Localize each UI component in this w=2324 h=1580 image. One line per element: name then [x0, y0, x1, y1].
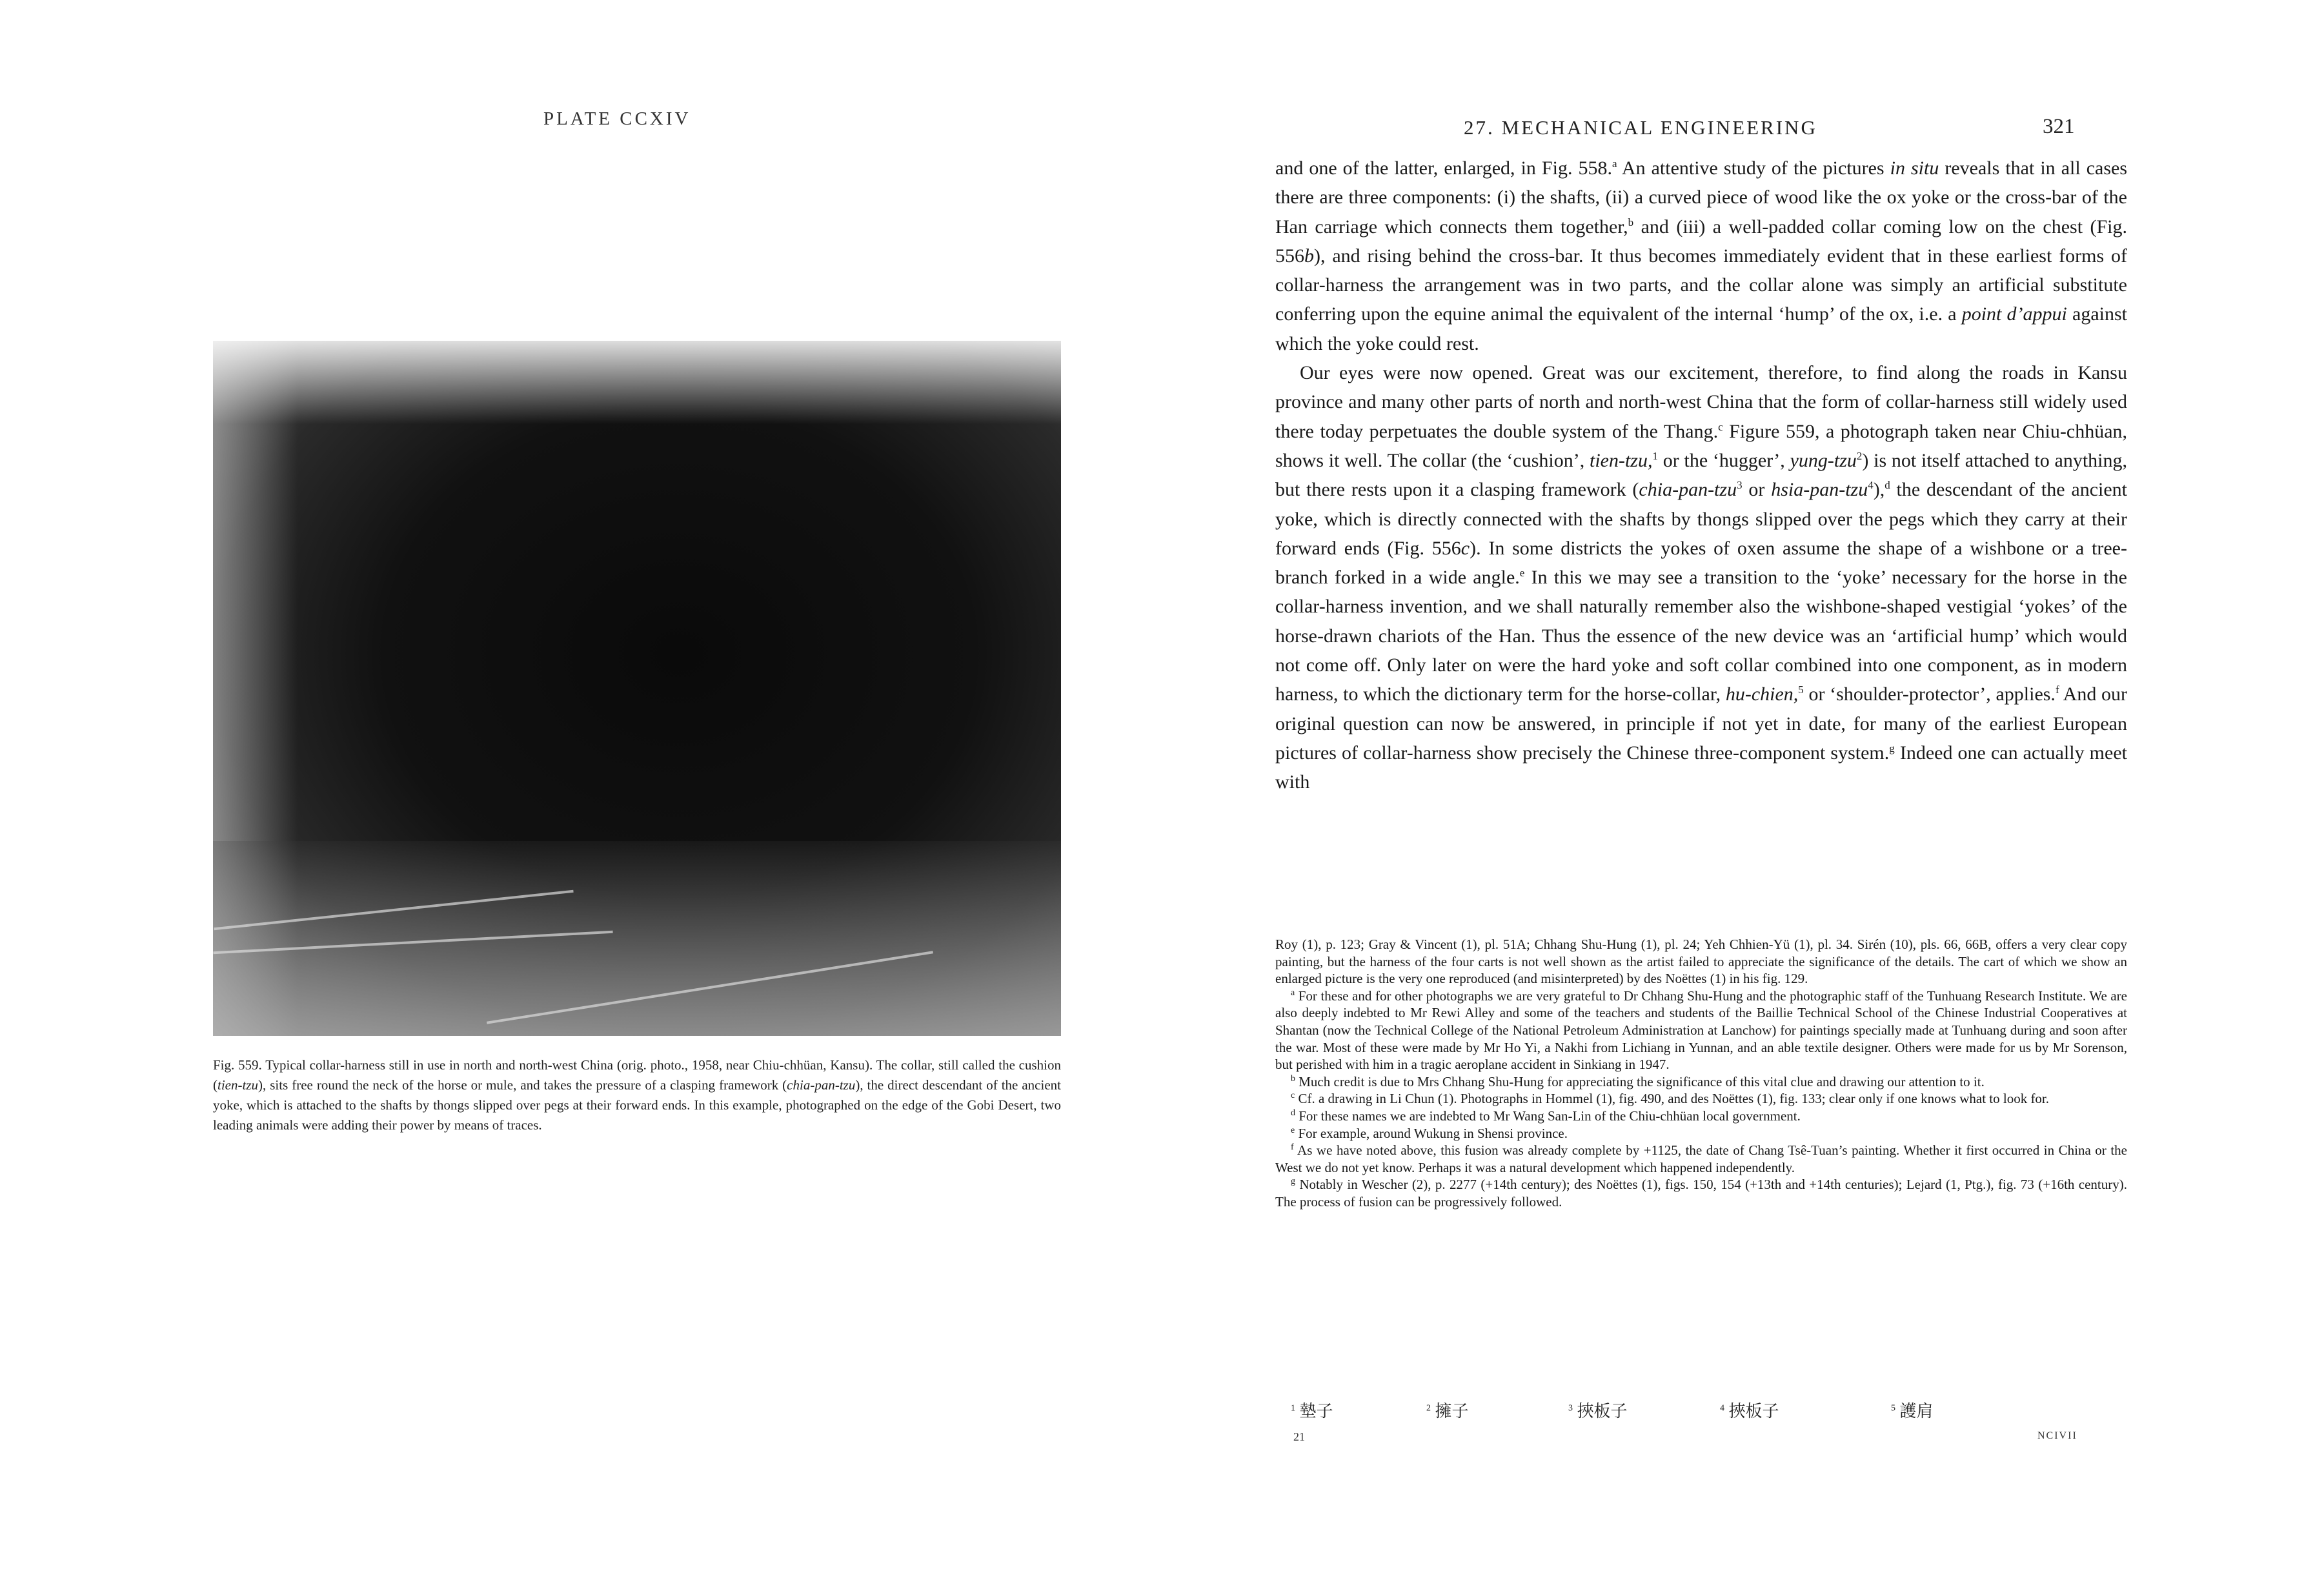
footnote-mark: f — [1291, 1142, 1294, 1153]
text-run: And our original question can now be answered, in principle if not yet in date, for many of the earliest European pictures of collar-harness show precisely the Chinese three-component system. — [1275, 684, 2127, 764]
italic-term: yung-tzu — [1790, 449, 1857, 471]
paragraph-2 — [1275, 358, 2127, 796]
italic-term: tien-tzu, — [1589, 449, 1653, 471]
glossary-entry-3 — [1568, 1398, 1628, 1422]
italic-term: chia-pan-tzu — [1639, 479, 1737, 501]
glossary-chars: 擁子 — [1435, 1402, 1469, 1421]
italic-term: hu-chien, — [1725, 684, 1799, 705]
text-run: or the ‘hugger’, — [1657, 449, 1790, 471]
plate-header: PLATE CCXIV — [543, 108, 691, 129]
caption-mid: ), sits free round the neck of the horse or mule, and takes the pressure of a clasping framework ( — [258, 1077, 787, 1093]
figure-caption — [213, 1055, 1061, 1135]
glossary-number: 4 — [1720, 1403, 1724, 1413]
glossary-entry-4 — [1720, 1398, 1779, 1422]
footnote-marker: g — [1889, 742, 1895, 755]
footnote-marker: f — [2055, 684, 2059, 696]
footnote-a — [1275, 988, 2127, 1073]
glossary-chars: 挾板子 — [1728, 1402, 1779, 1421]
harness-photograph — [213, 341, 1061, 1036]
char-marker: 3 — [1737, 479, 1743, 492]
text-run: ), — [1873, 479, 1885, 501]
italic-term: hsia-pan-tzu — [1771, 479, 1868, 501]
italic-term: b — [1304, 245, 1314, 267]
footnotes — [1275, 936, 2127, 1211]
footnote-marker: b — [1628, 216, 1634, 228]
caption-tail: ), the direct descendant of the ancient yoke, which is attached to the shafts by thongs slipped over pegs at their forward ends. In this example, photographed on the edge of the Gobi Desert, two leading animals were adding their power by means of traces. — [213, 1077, 1061, 1133]
footnote-text: Notably in Wescher (2), p. 2277 (+14th century); des Noëttes (1), figs. 150, 154 (+13th and +14th centuries); Lejard (1, Ptg.), fig. 73 (+16th century). The process of fusion can be progressively followed. — [1275, 1177, 2127, 1210]
glossary-number: 5 — [1891, 1403, 1895, 1413]
footnote-continuation: Roy (1), p. 123; Gray & Vincent (1), pl. 51A; Chhang Shu-Hung (1), pl. 24; Yeh Chhien-Yü (1), pl. 34. Sirén (10), pls. 66, 66B, offers a very clear copy painting, but the harness of the four carts is not well shown as the artist failed to appreciate the significance of the details. The cart of which we show an enlarged picture is the very one reproduced (and misinterpreted) by des Noëttes (1) in his fig. 129. — [1275, 937, 2127, 987]
footnote-mark: c — [1291, 1091, 1295, 1101]
text-run: An attentive study of the pictures — [1617, 157, 1890, 179]
footnote-d — [1275, 1108, 2127, 1125]
footnote-c — [1275, 1090, 2127, 1108]
text-run: or — [1742, 479, 1772, 501]
running-head: 27. MECHANICAL ENGINEERING — [1464, 116, 1817, 139]
char-marker: 4 — [1868, 479, 1874, 492]
text-run: In this we may see a transition to the ‘yoke’ necessary for the horse in the collar-harness invention, and we shall naturally remember also the wishbone-shaped vestigial ‘yokes’ of the horse-drawn chariots of the Han. Thus the essence of the new device was an ‘artificial hump’ which would not come off. Only later on were the hard yoke and soft collar combined into one component, as in modern harness, to which the dictionary term for the horse-collar, — [1275, 567, 2127, 705]
text-run: Indeed one can actually meet with — [1275, 742, 2127, 793]
glossary-entry-2 — [1426, 1398, 1469, 1422]
text-run: ) is not itself attached to anything, but there rests upon it a clasping framework ( — [1275, 449, 2128, 501]
caption-lead: Fig. 559. Typical collar-harness still in use in north and north-west China (orig. photo., 1958, near Chiu-chhüan, Kansu). The collar, still called the cushion ( — [213, 1057, 1061, 1093]
footnote-text: As we have noted above, this fusion was already complete by +1125, the date of Chang Tsê-Tuan’s painting. Whether it first occurred in China or the West we do not yet know. Perhaps it was a natural development which happened independently. — [1275, 1142, 2127, 1175]
footnote-b — [1275, 1073, 2127, 1091]
caption-term-tien-tzu: tien-tzu — [217, 1077, 258, 1093]
text-run: the descendant of the ancient yoke, which is directly connected with the shafts by thongs slipped over the pegs which they carry at their forward ends (Fig. 556 — [1275, 479, 2127, 559]
footnote-mark: e — [1291, 1125, 1295, 1135]
footnote-e — [1275, 1125, 2127, 1142]
italic-term: in situ — [1890, 157, 1939, 179]
text-run: ). In some districts the yokes of oxen assume the shape of a wishbone or a tree-branch forked in a wide angle. — [1275, 537, 2127, 589]
footnote-marker: e — [1519, 567, 1525, 580]
glossary-number: 3 — [1568, 1403, 1573, 1413]
text-run: against which the yoke could rest. — [1275, 303, 2127, 354]
footnote-text: Cf. a drawing in Li Chun (1). Photographs in Hommel (1), fig. 490, and des Noëttes (1), fig. 133; clear only if one knows what to look for. — [1295, 1091, 2050, 1107]
footnote-marker: d — [1884, 479, 1890, 492]
glossary-entry-1 — [1291, 1398, 1333, 1422]
glossary-chars: 護肩 — [1899, 1402, 1934, 1421]
caption-term-chia-pan-tzu: chia-pan-tzu — [787, 1077, 856, 1093]
footnote-mark: a — [1291, 988, 1295, 998]
body-text — [1275, 154, 2127, 797]
glossary-chars: 墊子 — [1299, 1402, 1333, 1421]
signature-right: NCIVII — [2037, 1430, 2077, 1441]
char-marker: 5 — [1798, 684, 1804, 696]
text-run: Figure 559, a photograph taken near Chiu-chhüan, shows it well. The collar (the ‘cushion’, — [1275, 420, 2128, 471]
glossary-chars: 挾板子 — [1577, 1402, 1628, 1421]
footnote-mark: b — [1291, 1073, 1295, 1084]
glossary-entry-5 — [1891, 1398, 1934, 1422]
signature-left: 21 — [1293, 1430, 1305, 1443]
photo-ground — [213, 841, 1061, 1036]
page-number: 321 — [2043, 115, 2075, 138]
footnote-f — [1275, 1142, 2127, 1176]
text-run: and one of the latter, enlarged, in Fig. 558. — [1275, 157, 1612, 179]
footnote-text: Much credit is due to Mrs Chhang Shu-Hung for appreciating the significance of this vital clue and drawing our attention to it. — [1295, 1073, 1985, 1089]
footnote-text: For example, around Wukung in Shensi province. — [1295, 1125, 1568, 1141]
footnote-mark: d — [1291, 1108, 1295, 1118]
footnote-marker: c — [1718, 420, 1723, 433]
text-run: or ‘shoulder-protector’, applies. — [1803, 684, 2056, 705]
glossary-number: 2 — [1426, 1403, 1431, 1413]
italic-term: point d’appui — [1961, 303, 2067, 325]
paragraph-1 — [1275, 154, 2127, 358]
char-marker: 1 — [1652, 449, 1658, 462]
text-run: and (iii) a well-padded collar coming low on the chest (Fig. 556 — [1275, 216, 2128, 267]
italic-term: c — [1460, 537, 1470, 559]
footnote-marker: a — [1612, 157, 1617, 170]
char-marker: 2 — [1856, 449, 1863, 462]
text-run: reveals that in all cases there are three components: (i) the shafts, (ii) a curved piece of wood like the ox yoke or the cross-bar of the Han carriage which connects them together, — [1275, 157, 2128, 238]
glossary-number: 1 — [1291, 1403, 1295, 1413]
text-run: Our eyes were now opened. Great was our excitement, therefore, to find along the roads in Kansu province and many other parts of north and north-west China that the form of collar-harness still widely used there today perpetuates the double system of the Thang. — [1275, 362, 2127, 442]
footnote-mark: g — [1291, 1177, 1295, 1187]
footnote-g — [1275, 1176, 2127, 1210]
text-run: ), and rising behind the cross-bar. It thus becomes immediately evident that in these earliest forms of collar-harness the arrangement was in two parts, and the collar alone was simply an artificial substitute conferring upon the equine animal the equivalent of the internal ‘hump’ of the ox, i.e. a — [1275, 245, 2127, 325]
footnote-text: For these and for other photographs we are very grateful to Dr Chhang Shu-Hung and the photographic staff of the Tunhuang Research Institute. We are also deeply indebted to Mr Rewi Alley and some of the teachers and students of the Baillie Technical School of the Chinese Industrial Cooperatives at Shantan (now the Technical College of the National Petroleum Administration at Lanchow) for paintings specially made at Tunhuang during and soon after the war. Most of these were made by Mr Ho Yi, a Nakhi from Lichiang in Yunnan, and an able textile designer. Others were made for us by Mr Sorenson, but perished with him in a tragic aeroplane accident in Sinkiang in 1947. — [1275, 988, 2127, 1073]
footnote-text: For these names we are indebted to Mr Wang San-Lin of the Chiu-chhüan local government. — [1295, 1108, 1801, 1124]
